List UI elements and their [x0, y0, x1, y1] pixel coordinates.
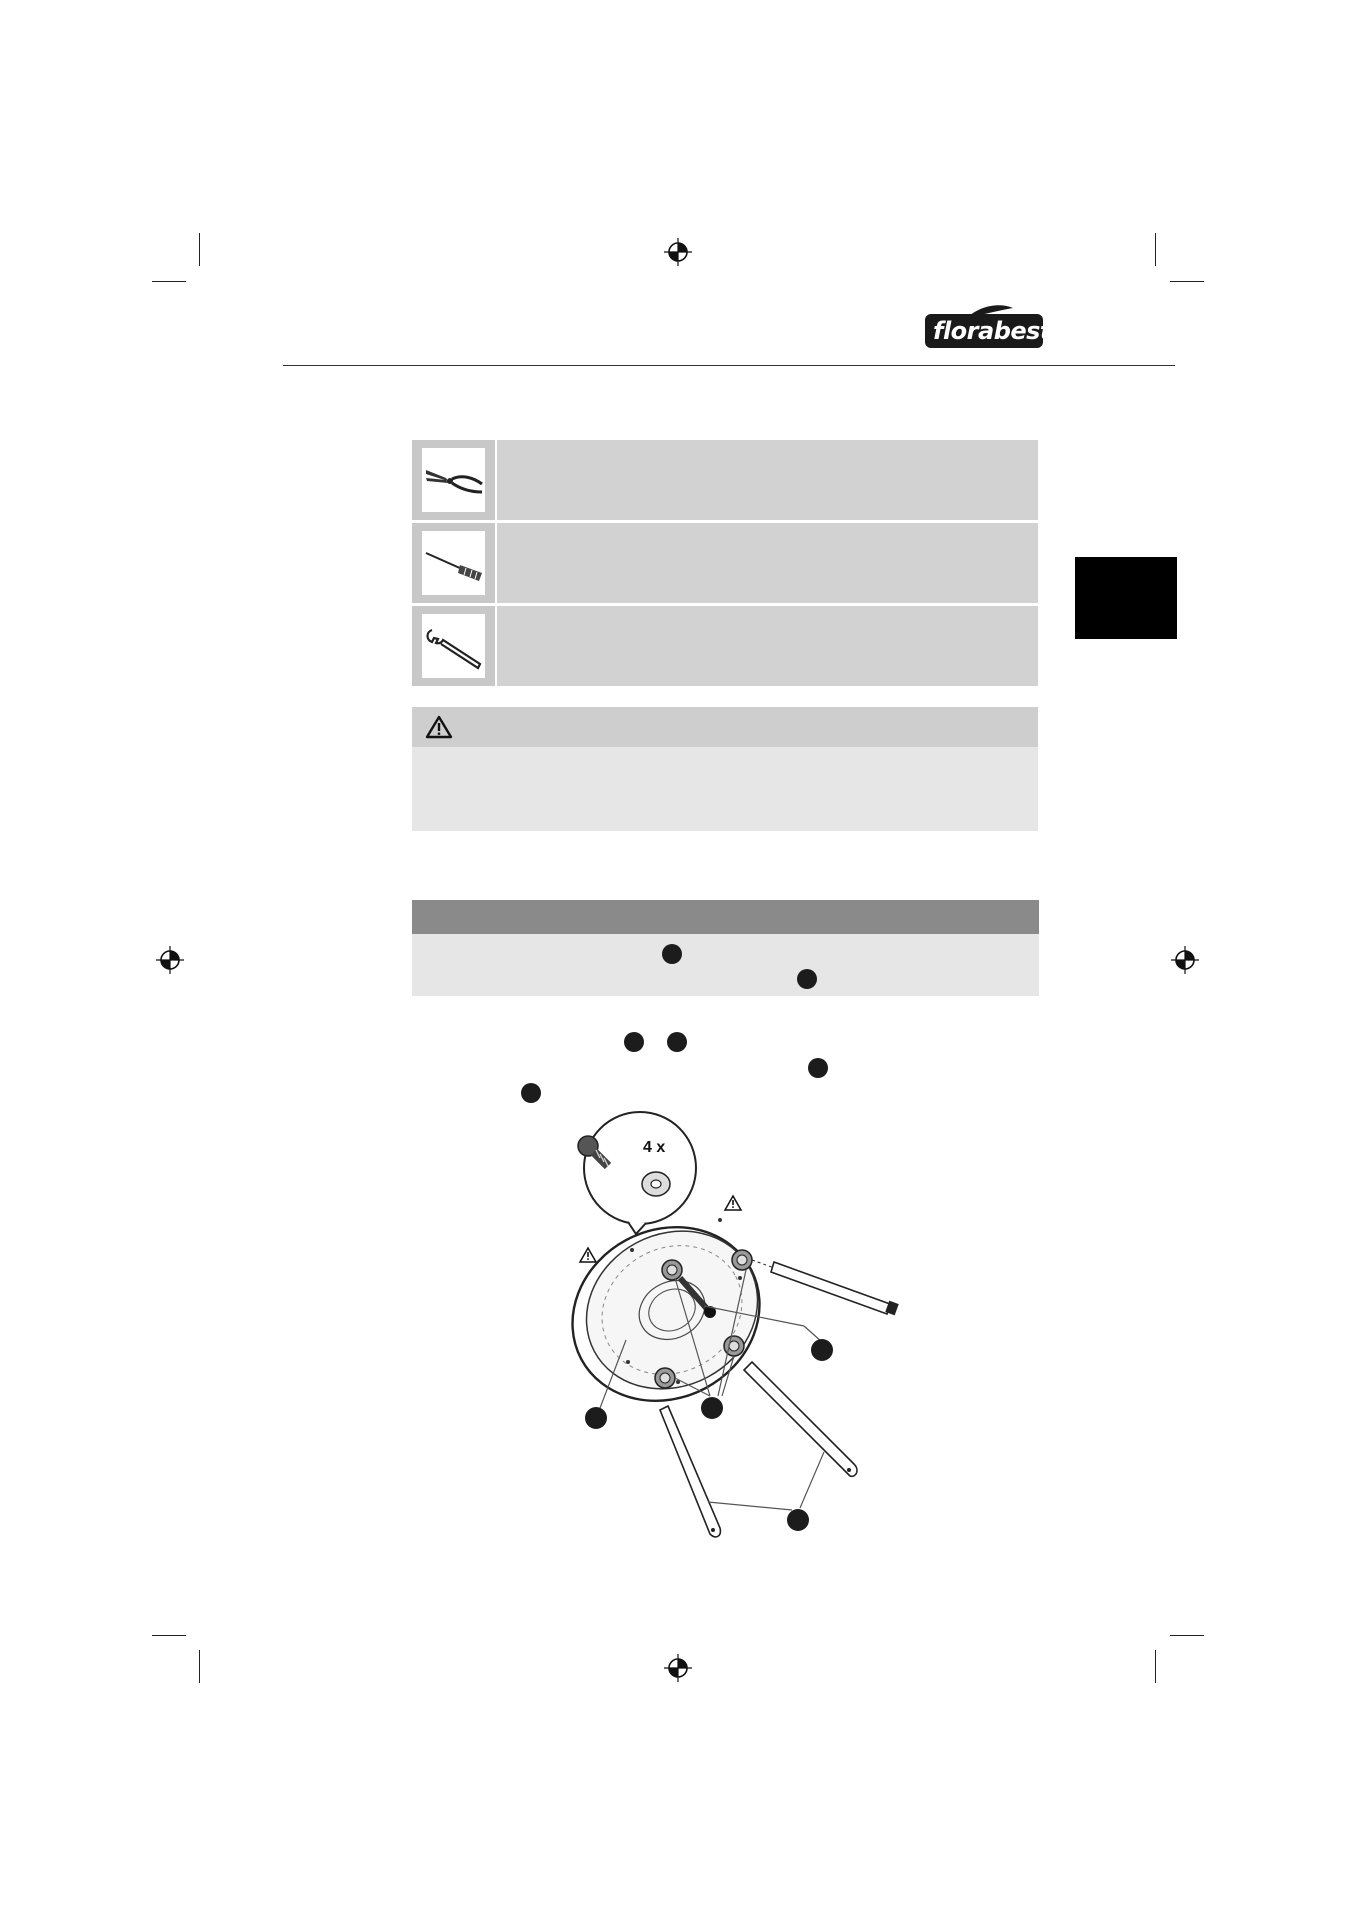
note-header [412, 900, 1039, 934]
part-number-marker [787, 1509, 809, 1531]
tool-icon-cell [412, 523, 495, 603]
washer-icon [642, 1172, 670, 1196]
tool-icon-cell [412, 440, 495, 520]
crop-mark [1170, 281, 1204, 282]
language-tab [1075, 557, 1177, 639]
tool-description [497, 440, 1038, 520]
crop-mark [152, 1635, 186, 1636]
brand-logo [925, 304, 1051, 348]
crop-mark [199, 1650, 200, 1683]
registration-mark-icon [1170, 945, 1200, 975]
header-rule [283, 365, 1175, 366]
warning-triangle-icon [580, 1248, 596, 1262]
crop-mark [199, 233, 200, 266]
registration-mark-icon [155, 945, 185, 975]
screwdriver-icon [422, 531, 485, 595]
registration-mark-icon [663, 237, 693, 267]
tool-description [497, 606, 1038, 686]
wrench-icon [422, 614, 485, 678]
table-leg [660, 1406, 720, 1537]
crop-mark [1155, 1650, 1156, 1683]
table-leg [744, 1362, 857, 1476]
quantity-label: 4 x [643, 1139, 666, 1156]
part-number-marker [521, 1083, 541, 1103]
part-number-marker [624, 1032, 644, 1052]
part-number-marker [662, 944, 682, 964]
warning-header [412, 707, 1038, 747]
table-leg [752, 1260, 899, 1315]
registration-mark-icon [663, 1653, 693, 1683]
tool-description [497, 523, 1038, 603]
part-number-marker [667, 1032, 687, 1052]
tool-icon-box [422, 614, 485, 678]
note-body [412, 934, 1039, 996]
crop-mark [1155, 233, 1156, 266]
tool-icon-cell [412, 606, 495, 686]
tool-row-screwdriver [412, 523, 1038, 603]
pliers-icon [422, 448, 485, 512]
tool-icon-box [422, 448, 485, 512]
logo-text: florabest [933, 317, 1051, 345]
tool-row-pliers [412, 440, 1038, 520]
part-number-marker [585, 1407, 607, 1429]
table-top [560, 1195, 790, 1433]
tool-row-wrench [412, 606, 1038, 686]
part-number-marker [808, 1058, 828, 1078]
part-number-marker [797, 969, 817, 989]
part-number-marker [701, 1397, 723, 1419]
crop-mark [152, 281, 186, 282]
leg-socket [662, 1260, 682, 1280]
crop-mark [1170, 1635, 1204, 1636]
warning-triangle-icon [725, 1196, 741, 1210]
assembly-illustration [560, 1110, 920, 1550]
leg-socket [732, 1250, 752, 1270]
part-number-marker [811, 1339, 833, 1361]
screw-detail-callout [578, 1112, 696, 1234]
tool-icon-box [422, 531, 485, 595]
warning-body [412, 747, 1038, 831]
warning-triangle-icon [425, 715, 453, 739]
leg-socket [655, 1368, 675, 1388]
